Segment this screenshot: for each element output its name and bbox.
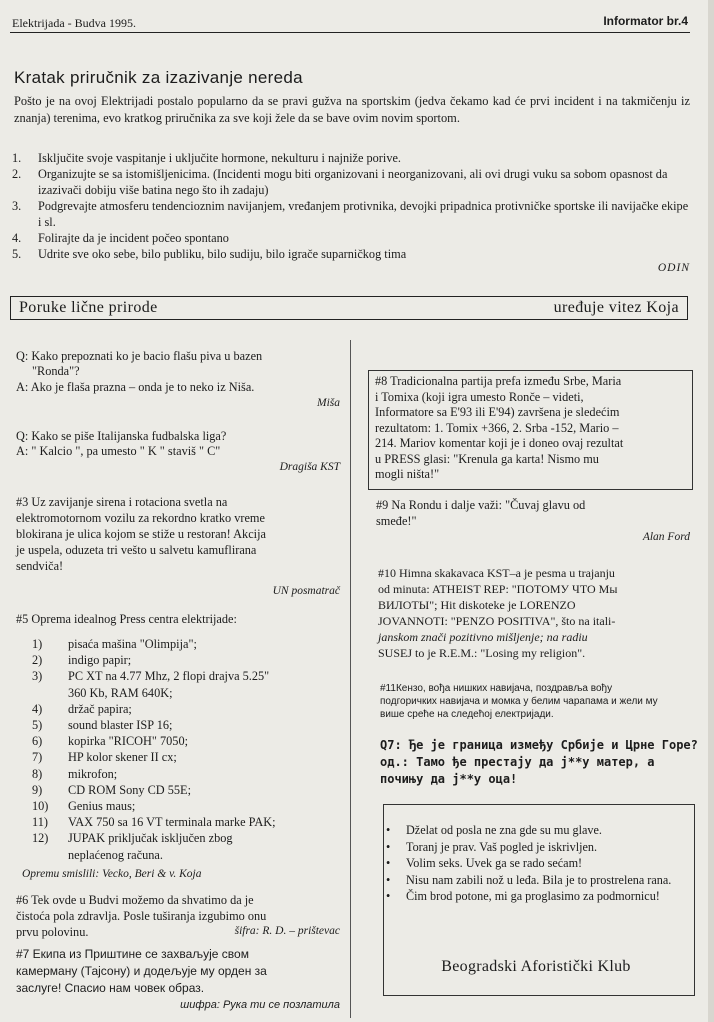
p7-signature: шифра: Рука ти се позлатила [180, 999, 340, 1011]
p3-line: je uspela, oduzeta tri vešto u salvetu kamuflirana [16, 543, 257, 557]
guide-step: 1. Isključite svoje vaspitanje i uključite hormone, nekulturu i najniže porive. [12, 151, 402, 165]
p5-signature: Opremu smislili: Vecko, Beri & v. Koja [22, 868, 202, 880]
p10-line: #10 Himna skakavaca KST–a je pesma u trajanju [378, 566, 615, 580]
list-item: 11) VAX 750 sa 16 VT terminala marke PAK; [32, 815, 276, 830]
p5-equipment-list [32, 636, 276, 863]
bullet-icon: • [386, 889, 391, 903]
bullet-icon: • [386, 823, 391, 837]
p10-line: ВИЛОТЫ"; Hit diskoteke je LORENZO [378, 598, 576, 612]
q7-line: од.: Тамо ђе престају да ј**у матер, а [380, 755, 655, 769]
q1-signature: Miša [317, 397, 340, 409]
list-item: 6) kopirka "RICOH" 7050; [32, 734, 189, 749]
header-right: Informator br.4 [603, 14, 688, 28]
q2-answer: A: " Kalcio ", pa umesto " K " staviš " C" [16, 444, 221, 458]
p10-line: janskom znači pozitivno mišljenje; na radiu [378, 630, 588, 644]
p10-line: od minuta: ATHEIST REP: "ПОТОМУ ЧТО Мы [378, 582, 618, 596]
guide-step: 4. Folirajte da je incident počeo spontano [12, 231, 229, 245]
q1-answer: A: Ako je flaša prazna – onda je to neko iz Niša. [16, 380, 255, 394]
p9-line: #9 Na Rondu i dalje važi: "Čuvaj glavu od [376, 498, 586, 512]
p6-signature: šifra: R. D. – prištevac [234, 925, 340, 937]
guide-intro: Pošto je na ovoj Elektrijadi postalo popularno da se pravi gužva na sportskim (jedva čekamo kad će prvi incident i na takmičenju iz znanja) terenima, evo kratkog priručnika za sve koji žele da se bave ovim novim sportom. [14, 94, 690, 125]
list-item: • Čim brod potone, mi ga proglasimo za podmornicu! [386, 889, 660, 903]
page-edge [708, 0, 714, 1022]
p11-line: #11Кензо, вођа нишких навијача, поздравља вођу [380, 683, 613, 694]
p7-line: камерману (Тајсону) и додељује му орден за [16, 964, 267, 978]
aphorisms-list [386, 822, 688, 905]
section-title-box [10, 296, 688, 320]
section-title: Poruke lične prirode [19, 299, 158, 316]
guide-step: 3. Podgrevajte atmosferu tendencioznim navijanjem, vređanjem protivnika, devojki pripadnica protivničke sportske ili navijačke ekipe i sl. [12, 199, 689, 229]
p6-line: #6 Tek ovde u Budvi možemo da shvatimo da je [16, 893, 254, 907]
p8-line: #8 Tradicionalna partija prefa između Srbe, Maria [375, 374, 622, 388]
list-item: 5) sound blaster ISP 16; [32, 718, 173, 733]
bullet-icon: • [386, 856, 391, 870]
p8-line: mogli ništa!" [375, 467, 440, 481]
p9-line: smeđe!" [376, 514, 417, 528]
p8-line: 214. Mariov komentar koji je i doneo ovaj rezultat [375, 436, 624, 450]
p3-line: #3 Uz zavijanje sirena i rotaciona svetla na [16, 495, 228, 509]
header-rule [10, 32, 690, 33]
p3-line: elektromotornom vozilu za rekordno kratko vreme [16, 511, 265, 525]
q1-question-cont: "Ronda"? [32, 364, 80, 378]
p11-line: подгоричких навијача и момка у белим чарапама и жели му [380, 696, 658, 707]
list-item: 1) pisaća mašina "Olimpija"; [32, 637, 197, 651]
list-item: 8) mikrofon; [32, 766, 118, 781]
guide-steps [12, 150, 692, 262]
q2-signature: Dragiša KST [279, 461, 340, 473]
list-item: 3) PC XT na 4.77 Mhz, 2 flopi drajva 5.25" [32, 669, 270, 684]
p3-line: sendviča! [16, 559, 64, 573]
p5-title: #5 Oprema idealnog Press centra elektrijade: [16, 612, 237, 626]
bullet-icon: • [386, 839, 391, 854]
list-item: neplaćenog računa. [68, 847, 163, 862]
list-item: 4) držač papira; [32, 701, 132, 716]
list-item: 2) indigo papir; [32, 653, 132, 668]
list-item: • Dželat od posla ne zna gde su mu glave. [386, 823, 602, 837]
guide-step: 5. Udrite sve oko sebe, bilo publiku, bilo sudiju, bilo igrače suparničkog tima [12, 247, 407, 261]
list-item: 10) Genius maus; [32, 799, 136, 814]
list-item: • Nisu nam zabili nož u leđa. Bila je to prostrelena rana. [386, 872, 672, 887]
header-left: Elektrijada - Budva 1995. [12, 16, 136, 30]
guide-signature: ODIN [657, 262, 690, 274]
p11-line: више среће на следећој електријади. [380, 709, 554, 720]
list-item: • Volim seks. Uvek ga se rado sećam! [386, 856, 583, 870]
q7-line: Q7: Ђе је граница између Србије и Црне Горе? [380, 738, 698, 752]
p10-line: SUSEJ to je R.E.M.: "Losing my religion". [378, 646, 586, 660]
aphorisms-club: Beogradski Aforistički Klub [441, 958, 631, 975]
p8-line: rezultatom: 1. Tomix +366, 2. Srba -152, Mario – [375, 420, 619, 435]
p3-signature: UN posmatrač [272, 585, 340, 597]
list-item: • Toranj je prav. Vaš pogled je iskrivljen. [386, 839, 598, 854]
q7-line: почињу да ј**у оца! [380, 772, 518, 786]
list-item: 360 Kb, RAM 640K; [68, 685, 173, 700]
section-editor: uređuje vitez Koja [553, 299, 679, 316]
list-item: 9) CD ROM Sony CD 55E; [32, 782, 191, 797]
p9-signature: Alan Ford [642, 531, 690, 543]
p6-line: čistoća pola zdravlja. Posle tuširanja izgubimo onu [16, 909, 267, 923]
p8-box [368, 370, 693, 490]
list-item: 12) JUPAK priključak isključen zbog [32, 831, 233, 846]
p8-line: Informatore sa E'93 ili E'94) završena je sledećim [375, 405, 620, 419]
list-item: 7) HP kolor skener II cx; [32, 750, 177, 765]
guide-title: Kratak priručnik za izazivanje nereda [14, 68, 303, 87]
p6-line: prvu polovinu. [16, 925, 89, 939]
column-divider [350, 340, 351, 1018]
p8-line: u PRESS glasi: "Krenula ga karta! Nismo mu [375, 451, 599, 466]
q2-question: Q: Kako se piše Italijanska fudbalska liga? [16, 429, 227, 443]
p3-line: blokirana je ulica kojom se stiže u restoran! Akcija [16, 527, 266, 541]
q1-question: Q: Kako prepoznati ko je bacio flašu piva u bazen [16, 349, 263, 363]
bullet-icon: • [386, 872, 391, 887]
p7-line: заслуге! Спасио нам човек образ. [16, 981, 205, 995]
guide-step: 2. Organizujte se sa istomišljenicima. (Incidenti mogu biti organizovani i neorganizovani, ali ovi drugi vuku sa sobom opasnost da izazivači dobiju više batina nego što ih zadaju) [12, 167, 668, 197]
p10-line: JOVANNOTI: "PENZO POSITIVA", što na itali- [378, 614, 616, 628]
p7-line: #7 Екипа из Приштине се захваљује свом [16, 947, 249, 961]
p8-line: i Tomixa (koji igra umesto Ronče – videti, [375, 389, 584, 404]
